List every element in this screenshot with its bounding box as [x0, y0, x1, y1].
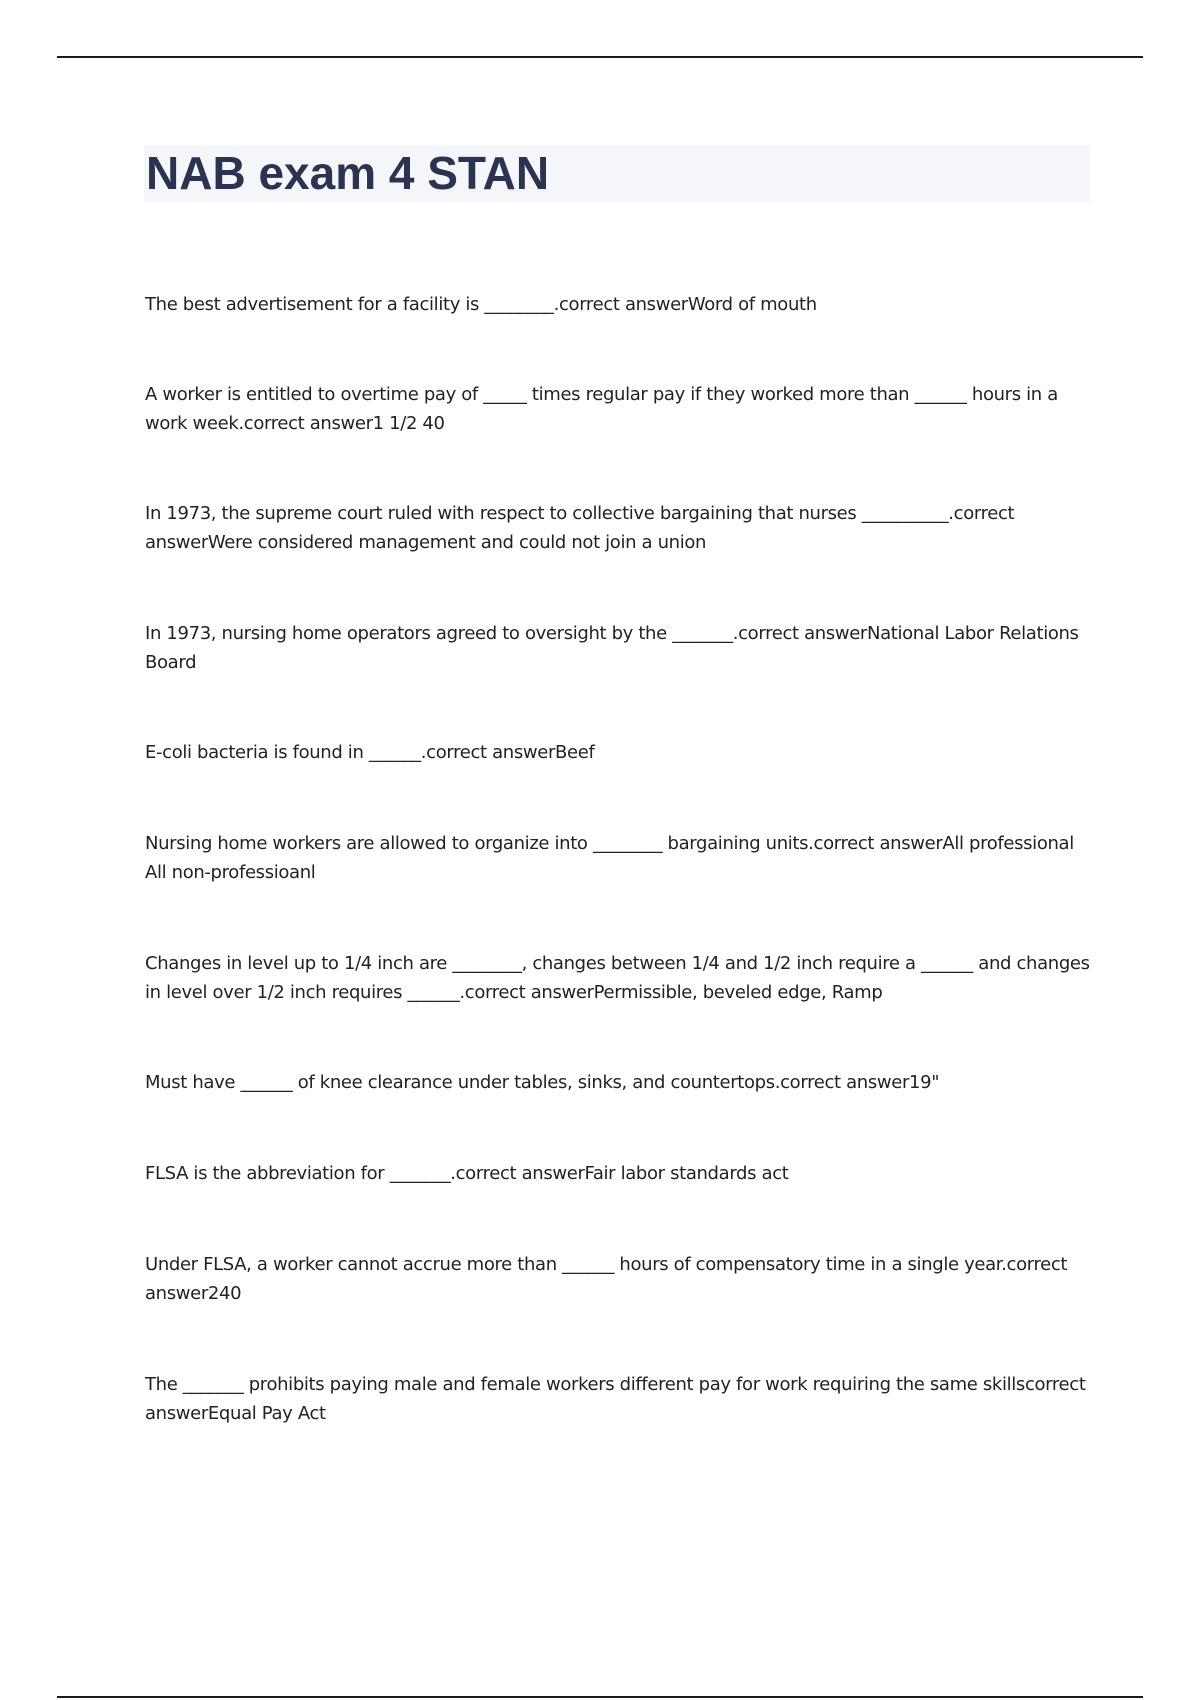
- document-title: NAB exam 4 STAN: [146, 147, 550, 199]
- top-rule: [57, 56, 1143, 58]
- qa-item-10: Under FLSA, a worker cannot accrue more than ______ hours of compensatory time in a single year.correct answer240: [145, 1254, 1068, 1304]
- bottom-rule: [57, 1696, 1143, 1698]
- qa-item-8: Must have ______ of knee clearance under tables, sinks, and countertops.correct answer19": [145, 1072, 940, 1093]
- qa-item-1: The best advertisement for a facility is ________.correct answerWord of mouth: [145, 294, 817, 315]
- qa-item-4: In 1973, nursing home operators agreed to oversight by the _______.correct answerNational Labor Relations Board: [145, 623, 1079, 673]
- qa-item-5: E-coli bacteria is found in ______.correct answerBeef: [145, 742, 595, 763]
- qa-item-9: FLSA is the abbreviation for _______.correct answerFair labor standards act: [145, 1163, 789, 1184]
- qa-item-6: Nursing home workers are allowed to organize into ________ bargaining units.correct answerAll professional All non-professioanl: [145, 833, 1074, 883]
- qa-item-7: Changes in level up to 1/4 inch are ________, changes between 1/4 and 1/2 inch require a ______ and changes in level over 1/2 inch requires ______.correct answerPermissible, beveled edge, Ramp: [145, 953, 1090, 1003]
- qa-item-2: A worker is entitled to overtime pay of _____ times regular pay if they worked more than ______ hours in a work week.correct answer1 1/2 40: [145, 384, 1058, 434]
- qa-item-3: In 1973, the supreme court ruled with respect to collective bargaining that nurses __________.correct answerWere considered management and could not join a union: [145, 503, 1015, 553]
- qa-item-11: The _______ prohibits paying male and female workers different pay for work requiring the same skillscorrect answerEqual Pay Act: [145, 1374, 1086, 1424]
